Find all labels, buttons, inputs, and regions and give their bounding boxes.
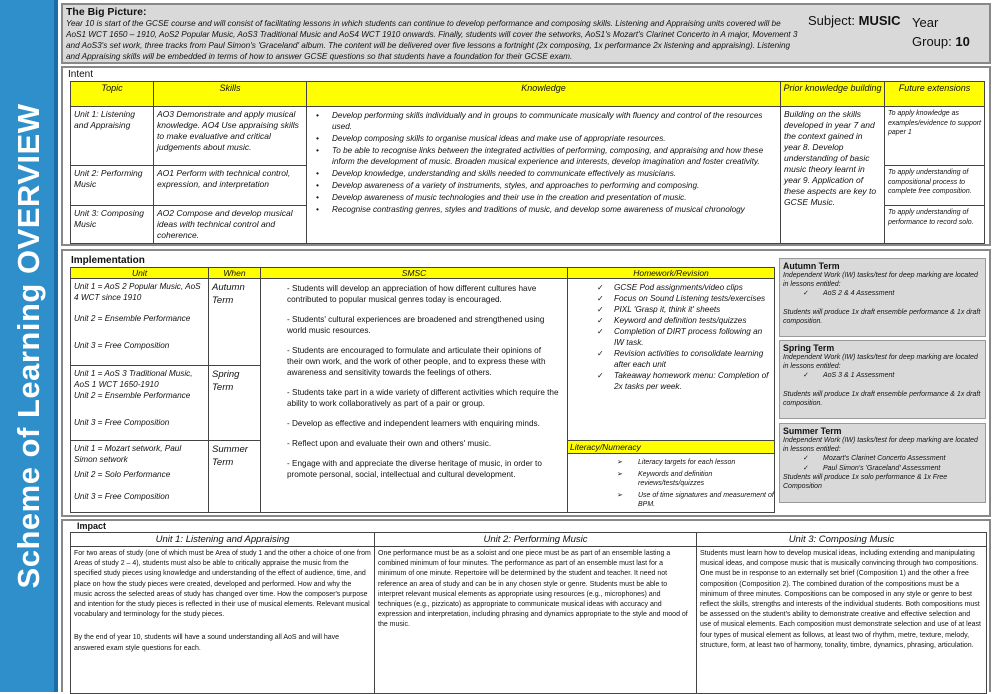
unit-line: Unit 2 = Solo Performance [74,470,171,479]
impact-column-title: Unit 2: Performing Music [375,533,696,547]
intent-header-knowledge: Knowledge [307,82,781,107]
literacy-item: ➢ Keywords and definition reviews/tests/quizzes [638,470,774,489]
autumn-term-box [779,258,986,337]
prior-knowledge-cell: Building on the skills developed in year 7 and the context gained in year 8. Develop understanding of basic music theory learnt in year 9. Application of these aspects are key to GCSE Music. [781,107,885,244]
smsc-item: - Students' cultural experiences are broadened and strengthened using world music resources. [287,315,545,335]
unit-cell [71,279,209,366]
unit-cell [71,366,209,441]
knowledge-item: • Develop performing skills individually and in groups to communicate musically with fluency and control of the resources used. [332,110,777,132]
knowledge-item: • Develop composing skills to organise musical ideas and make use of appropriate resources. [332,133,777,144]
impact-column [697,533,987,694]
term-outro: Students will produce 1x draft ensemble performance & 1x draft composition. [783,390,981,407]
literacy-cell [568,441,775,513]
smsc-cell [261,279,568,513]
big-picture-heading: The Big Picture: [66,6,147,18]
intent-label: Intent [68,69,94,80]
term-intro: Independent Work (IW) tasks/test for deep marking are located in lessons entitled: [783,354,978,370]
unit-line: Unit 3 = Free Composition [74,418,170,427]
homework-item: ✓ PIXL 'Grasp it, think it' sheets [614,304,772,315]
homework-item: ✓ GCSE Pod assignments/video clips [614,282,772,293]
when-cell: Autumn Term [209,279,261,366]
impact-column-title: Unit 1: Listening and Appraising [71,533,374,547]
topic-cell: Unit 1: Listening and Appraising [71,107,154,166]
intent-header-prior: Prior knowledge building [781,82,885,107]
future-cell: To apply understanding of compositional process to complete free composition. [885,166,985,206]
when-cell: Spring Term [209,366,261,441]
impact-paragraph: One performance must be as a soloist and one piece must be as part of an ensemble lasting a combined minimum of four minutes. The performance as part of an ensemble must last for a minimum of one minute. Repertoire will be determined by the student and teacher. It need not reference an area of study and can be in any chosen style or genre. Students must be able to interpret relevant musical elements as appropriate using resources (e.g., microphones) and techniques (e.g., pizzicato) as appropriate to communicate musical ideas with accuracy and expression and interpretation, including phrasing and dynamics appropriate to the style and mood of the music. [378,550,688,629]
homework-item: ✓ Completion of DIRT process following an IW task. [614,326,772,348]
subject-label: Subject: [808,13,855,28]
term-outro: Students will produce 1x solo performance & 1x Free Composition [783,474,948,490]
smsc-item: - Develop as effective and independent learners with enquiring minds. [287,419,540,428]
group-label: Group: [912,34,952,49]
smsc-item: - Engage with and appreciate the diverse heritage of music, in order to promote personal, social, intellectual and cultural development. [287,459,542,479]
smsc-item: - Students are encouraged to formulate and articulate their opinions of their own work, and the work of other people, and to express these with awareness and sensitivity towards the feelings of others. [287,346,546,377]
homework-list [568,282,772,392]
impact-paragraph: Students must learn how to develop musical ideas, including extending and manipulating musical ideas, and compose music that is musically convincing through two compositions. One must be in response to an externally set brief (Composition 1) and the other a free composition (Composition 2). The combined duration of the compositions must be a minimum of three minutes. Compositions can be composed in any style or genre to best reflect the skills, strengths and interests of the individual students. Both compositions must be assessed on the student's ability to demonstrate creative and effective selection and use of musical elements. Each composition must demonstrate selection and use of at least four types of musical element as follows, at least two of rhythm, metre, texture, melody, structure, form, at least two of harmony, tonality, timbre, dynamics, phrasing, articulation. [700,550,981,649]
unit-line: Unit 1 = AoS 2 Popular Music, AoS 4 WCT since 1910 [74,282,201,302]
impl-header-when: When [209,268,261,279]
unit-line: Unit 2 = Ensemble Performance [74,314,191,323]
literacy-item: ➢ Use of time signatures and measurement of BPM. [638,491,774,510]
group-value: 10 [955,34,970,49]
knowledge-list [310,110,777,215]
impact-label: Impact [77,521,107,531]
impact-column-title: Unit 3: Composing Music [697,533,986,547]
knowledge-item: • Develop knowledge, understanding and skills needed to communicate effectively as musicians. [332,168,777,179]
intent-table [70,81,985,244]
implementation-label: Implementation [71,255,145,266]
impact-section [61,519,991,692]
homework-item: ✓ Revision activities to consolidate learning after each unit [614,348,772,370]
intent-header-future: Future extensions [885,82,985,107]
sidebar-banner [0,0,58,692]
summer-term-box [779,423,986,503]
unit-line: Unit 2 = Ensemble Performance [74,391,191,400]
homework-cell [568,279,775,441]
subject-value: MUSIC [858,13,901,28]
future-cell: To apply knowledge as examples/evidence to support paper 1 [885,107,985,166]
smsc-item: - Students take part in a wide variety of different activities which require the ability to work collaboratively as part of a pair or group. [287,388,559,408]
smsc-item: - Reflect upon and evaluate their own and others' music. [287,439,492,448]
intent-header-skills: Skills [154,82,307,107]
literacy-item: ➢ Literacy targets for each lesson [638,458,774,468]
unit-line: Unit 3 = Free Composition [74,341,170,350]
impact-paragraph: By the end of year 10, students will have a sound understanding all AoS and will have answered exam style questions for each. [74,634,340,652]
term-title: Autumn Term [783,261,840,271]
topic-cell: Unit 3: Composing Music [71,206,154,244]
implementation-table [70,267,775,513]
impact-column [71,533,375,694]
term-assessment: ✓ AoS 3 & 1 Assessment [783,371,982,381]
knowledge-item: • Develop awareness of music technologies and their use in the creation and presentation of music. [332,192,777,203]
impact-column [375,533,697,694]
big-picture-text: Year 10 is start of the GCSE course and will consist of facilitating lessons in which students can continue to develop performance and composing skills. Listening and Appraising units covered will be AoS1 WCT 1650 – 1910, AoS2 Popular Music, AoS3 Traditional Music and AoS4 WCT 1910 onwards. Finally, students will cover the setworks, AoS1's Mozart's Clarinet Concerto in A major, Movement 3 and AoS3's set work, three tracks from Paul Simon's 'Graceland' album. The content will be delivered over five lessons a fortnight (2x composing, 1x performance 2x listening and appraising). Listening and Appraising skills will be embedded in terms of how to answer GCSE questions so that students have a foundation for their GCSE exam. [66,19,798,61]
term-title: Spring Term [783,343,835,353]
term-assessment: ✓ AoS 2 & 4 Assessment [783,289,982,299]
homework-item: ✓ Takeaway homework menu: Completion of 2x tasks per week. [614,370,772,392]
subject-field [808,13,901,28]
future-cell: To apply understanding of performance to record solo. [885,206,985,244]
impl-header-homework: Homework/Revision [568,268,775,279]
unit-line: Unit 3 = Free Composition [74,492,170,501]
literacy-list [568,454,774,510]
knowledge-cell [307,107,781,244]
knowledge-item: • Recognise contrasting genres, styles and traditions of music, and develop some awareness of musical chronology [332,204,777,215]
intent-section [61,66,991,246]
term-outro: Students will produce 1x draft ensemble performance & 1x draft composition. [783,308,981,325]
unit-line: Unit 1 = AoS 3 Traditional Music, AoS 1 WCT 1650-1910 [74,369,193,389]
unit-line: Unit 1 = Mozart setwork, Paul Simon setwork [74,444,182,464]
impl-header-smsc: SMSC [261,268,568,279]
topic-cell: Unit 2: Performing Music [71,166,154,206]
skills-cell: AO1 Perform with technical control, expression, and interpretation [154,166,307,206]
term-assessment: ✓ Mozart's Clarinet Concerto Assessment [783,454,982,464]
term-intro: Independent Work (IW) tasks/test for deep marking are located in lessons entitled: [783,437,978,453]
term-intro: Independent Work (IW) tasks/test for deep marking are located in lessons entitled: [783,272,978,288]
knowledge-item: • To be able to recognise links between the integrated activities of performing, composing, and appraising and how these inform the development of music. Broaden musical experience and interests, develop imagination and foster creativity. [332,145,777,167]
intent-header-topic: Topic [71,82,154,107]
homework-item: ✓ Keyword and definition tests/quizzes [614,315,772,326]
literacy-header: Literacy/Numeracy [568,441,774,454]
skills-cell: AO3 Demonstrate and apply musical knowledge. AO4 Use appraising skills to make evaluative and critical judgements about music. [154,107,307,166]
term-assessment: ✓ Paul Simon's 'Graceland' Assessment [783,464,982,474]
when-cell: Summer Term [209,441,261,513]
document-title: Scheme of Learning OVERVIEW [11,103,46,589]
impact-paragraph: For two areas of study (one of which must be Area of study 1 and the other a choice of one from Areas of study 2 – 4), students must also be able to critically appraise the music from the specified study pieces using knowledge and understanding of the effect of audience, time, and place on how the study pieces were created, developed and performed. How and why the music across the selected areas of study has changed over time. How the composer's purpose and intention for the study pieces is reflected in their use of musical elements. Relevant musical vocabulary and terminology for the study pieces. [74,550,371,619]
year-label: Year [912,15,939,30]
impl-header-unit: Unit [71,268,209,279]
spring-term-box [779,340,986,419]
knowledge-item: • Develop awareness of a variety of instruments, styles, and approaches to performing and composing. [332,180,777,191]
homework-item: ✓ Focus on Sound Listening tests/exercises [614,293,772,304]
term-title: Summer Term [783,426,842,436]
unit-cell [71,441,209,513]
impact-table [70,532,987,694]
smsc-item: - Students will develop an appreciation of how different cultures have contributed to popular musical genres today is encouraged. [287,284,537,304]
skills-cell: AO2 Compose and develop musical ideas with technical control and coherence. [154,206,307,244]
year-group-field [912,13,970,51]
big-picture-panel [61,3,991,64]
